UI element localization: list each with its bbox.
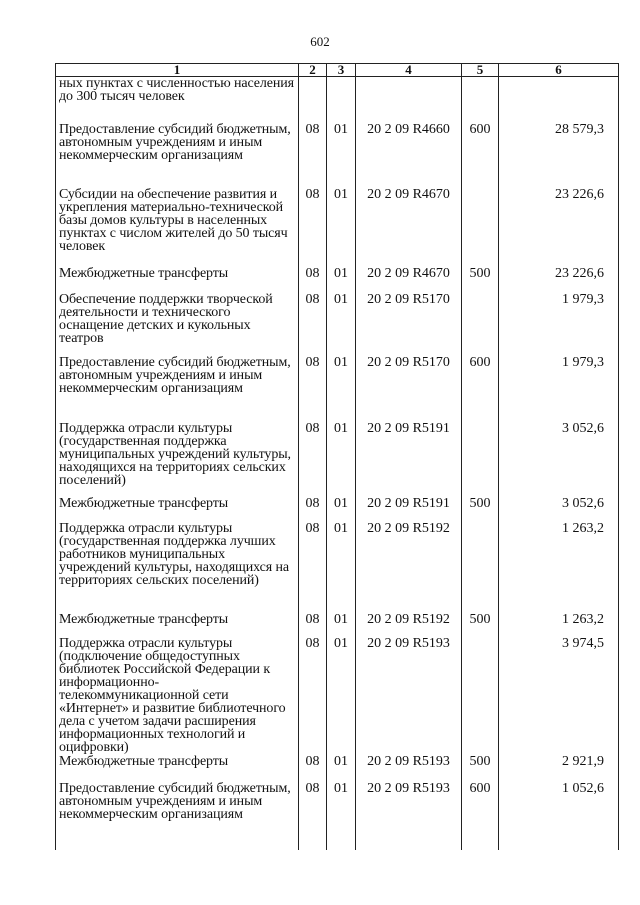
table-row [56, 637, 619, 755]
row-expense-type: 500 [462, 497, 499, 522]
column-header-2: 2 [299, 64, 327, 77]
table-row [56, 613, 619, 637]
table-body [56, 77, 619, 850]
table-header [56, 64, 619, 77]
column-header-6: 6 [499, 64, 619, 77]
row-subsection: 01 [327, 293, 356, 356]
row-target-article: 20 2 09 R4670 [356, 267, 462, 293]
row-name: Поддержка отрасли культуры (государственная поддержка муниципальных учреждений культуры, находящихся на территориях сельских поселений) [56, 422, 299, 497]
row-section: 08 [299, 188, 327, 267]
row-name: Межбюджетные трансферты [56, 497, 299, 522]
table-row [56, 782, 619, 850]
row-section: 08 [299, 422, 327, 497]
row-subsection [327, 77, 356, 123]
row-expense-type [462, 422, 499, 497]
row-name: Субсидии на обеспечение развития и укрепления материально-технической базы домов культуры в населенных пунктах с числом жителей до 50 тысяч человек [56, 188, 299, 267]
row-section: 08 [299, 293, 327, 356]
row-section [299, 77, 327, 123]
row-name: Межбюджетные трансферты [56, 755, 299, 782]
row-expense-type: 500 [462, 613, 499, 637]
row-subsection: 01 [327, 422, 356, 497]
row-section: 08 [299, 755, 327, 782]
row-subsection: 01 [327, 637, 356, 755]
row-target-article: 20 2 09 R5191 [356, 422, 462, 497]
row-target-article: 20 2 09 R5170 [356, 293, 462, 356]
table-row [56, 77, 619, 123]
row-section: 08 [299, 497, 327, 522]
row-expense-type [462, 188, 499, 267]
table-row [56, 755, 619, 782]
row-amount: 3 974,5 [499, 637, 619, 755]
row-target-article: 20 2 09 R5193 [356, 755, 462, 782]
table-row [56, 267, 619, 293]
row-expense-type [462, 77, 499, 123]
row-expense-type: 500 [462, 755, 499, 782]
row-name: Межбюджетные трансферты [56, 267, 299, 293]
row-amount: 1 979,3 [499, 293, 619, 356]
table-row [56, 497, 619, 522]
row-name: Предоставление субсидий бюджетным, автономным учреждениям и иным некоммерческим организациям [56, 356, 299, 422]
row-name: Предоставление субсидий бюджетным, автономным учреждениям и иным некоммерческим организациям [56, 782, 299, 850]
column-header-5: 5 [462, 64, 499, 77]
row-target-article: 20 2 09 R4660 [356, 123, 462, 188]
row-expense-type: 500 [462, 267, 499, 293]
row-subsection: 01 [327, 123, 356, 188]
budget-table [55, 63, 619, 850]
row-amount: 1 052,6 [499, 782, 619, 850]
row-amount: 28 579,3 [499, 123, 619, 188]
row-target-article: 20 2 09 R4670 [356, 188, 462, 267]
row-expense-type: 600 [462, 123, 499, 188]
row-subsection: 01 [327, 522, 356, 613]
row-subsection: 01 [327, 497, 356, 522]
row-amount: 1 263,2 [499, 522, 619, 613]
row-target-article: 20 2 09 R5192 [356, 522, 462, 613]
row-name: ных пунктах с численностью населения до 300 тысяч человек [56, 77, 299, 123]
row-name: Поддержка отрасли культуры (государственная поддержка лучших работников муниципальных учреждений культуры, находящихся на территориях сельских поселений) [56, 522, 299, 613]
row-name: Поддержка отрасли культуры (подключение общедоступных библиотек Российской Федерации к информационно-телекоммуникационной сети «Интернет» и развитие библиотечного дела с учетом задачи расширения информационных технологий и оцифровки) [56, 637, 299, 755]
row-target-article: 20 2 09 R5193 [356, 782, 462, 850]
column-header-3: 3 [327, 64, 356, 77]
column-header-4: 4 [356, 64, 462, 77]
row-amount: 23 226,6 [499, 267, 619, 293]
row-target-article: 20 2 09 R5192 [356, 613, 462, 637]
row-amount: 1 263,2 [499, 613, 619, 637]
row-subsection: 01 [327, 613, 356, 637]
row-amount: 1 979,3 [499, 356, 619, 422]
row-name: Обеспечение поддержки творческой деятельности и технического оснащение детских и кукольных театров [56, 293, 299, 356]
row-section: 08 [299, 356, 327, 422]
row-expense-type: 600 [462, 782, 499, 850]
row-target-article: 20 2 09 R5170 [356, 356, 462, 422]
header-row [56, 64, 619, 77]
column-header-1: 1 [56, 64, 299, 77]
row-section: 08 [299, 123, 327, 188]
row-section: 08 [299, 522, 327, 613]
row-section: 08 [299, 267, 327, 293]
row-expense-type [462, 637, 499, 755]
table-row [56, 188, 619, 267]
row-expense-type: 600 [462, 356, 499, 422]
table-row [56, 123, 619, 188]
row-name: Предоставление субсидий бюджетным, автономным учреждениям и иным некоммерческим организациям [56, 123, 299, 188]
row-section: 08 [299, 782, 327, 850]
row-amount [499, 77, 619, 123]
row-name: Межбюджетные трансферты [56, 613, 299, 637]
table-row [56, 293, 619, 356]
row-amount: 3 052,6 [499, 497, 619, 522]
row-subsection: 01 [327, 356, 356, 422]
page-number: 602 [310, 34, 330, 49]
row-section: 08 [299, 637, 327, 755]
table-row [56, 356, 619, 422]
row-section: 08 [299, 613, 327, 637]
row-target-article: 20 2 09 R5191 [356, 497, 462, 522]
table-row [56, 522, 619, 613]
row-amount: 2 921,9 [499, 755, 619, 782]
row-amount: 3 052,6 [499, 422, 619, 497]
row-target-article: 20 2 09 R5193 [356, 637, 462, 755]
row-subsection: 01 [327, 188, 356, 267]
row-expense-type [462, 522, 499, 613]
row-subsection: 01 [327, 782, 356, 850]
row-amount: 23 226,6 [499, 188, 619, 267]
row-target-article [356, 77, 462, 123]
table-row [56, 422, 619, 497]
row-expense-type [462, 293, 499, 356]
row-subsection: 01 [327, 267, 356, 293]
row-subsection: 01 [327, 755, 356, 782]
